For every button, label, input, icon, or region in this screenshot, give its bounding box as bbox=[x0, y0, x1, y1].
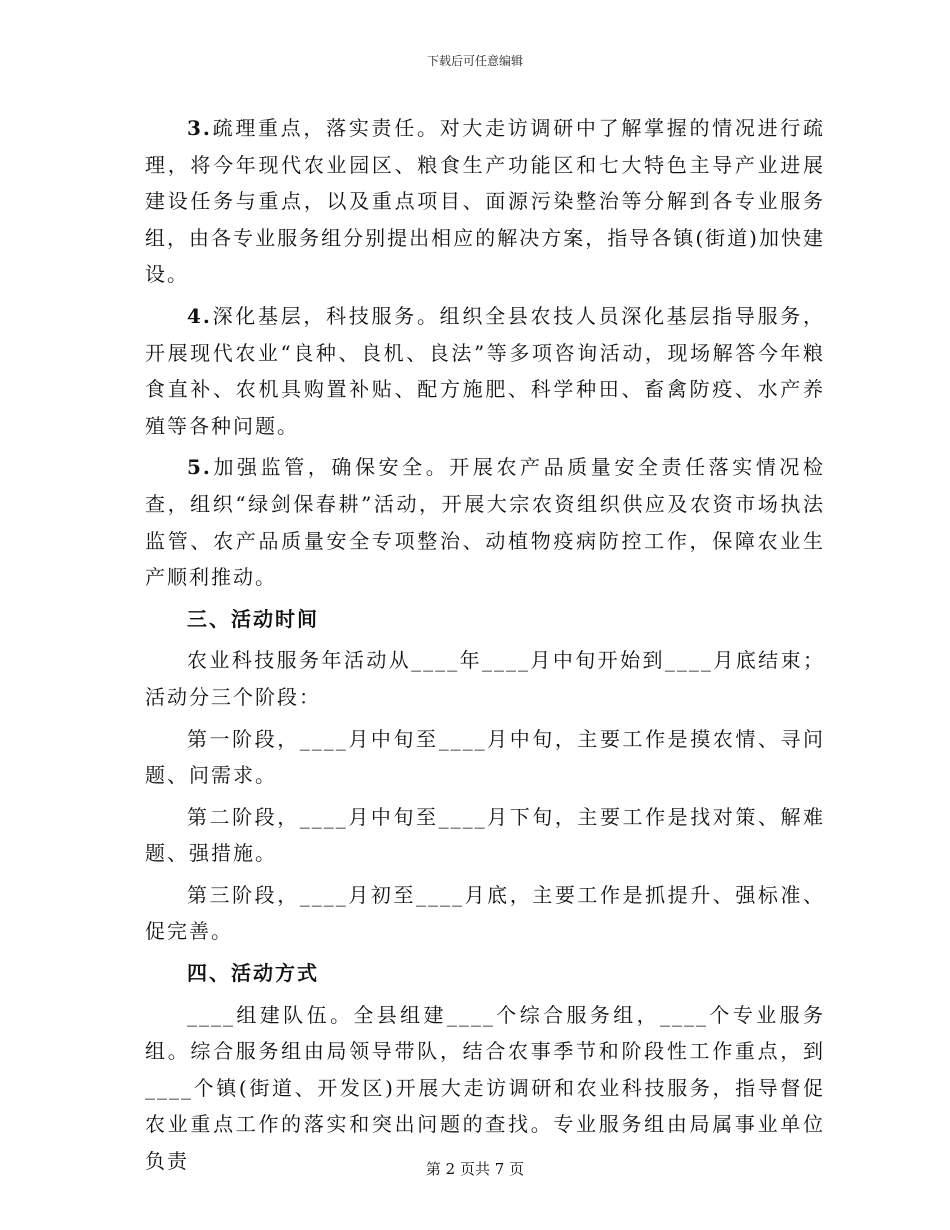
paragraph-4-text: 深化基层，科技服务。组织全县农技人员深化基层指导服务，开展现代农业“良种、良机、良法”等多项咨询活动，现场解答今年粮食直补、农机具购置补贴、配方施肥、科学种田、畜禽防疫、水产养殖等各种问题。 bbox=[145, 303, 825, 438]
document-body bbox=[145, 110, 825, 1185]
page-footer: 第 2 页共 7 页 bbox=[425, 1160, 525, 1178]
activity-method-paragraph: ____组建队伍。全县组建____个综合服务组，____个专业服务组。综合服务组由局领导带队，结合农事季节和阶段性工作重点，到____个镇(街道、开发区)开展大走访调研和农业科技服务，指导督促农业重点工作的落实和突出问题的查找。专业服务组由局属事业单位负责 bbox=[145, 1002, 825, 1174]
activity-time-intro: 农业科技服务年活动从____年____月中旬开始到____月底结束；活动分三个阶段： bbox=[145, 648, 825, 709]
section-heading-activity-time: 三、活动时间 bbox=[187, 606, 319, 631]
stage-two: 第二阶段，____月中旬至____月下旬，主要工作是找对策、解难题、强措施。 bbox=[145, 804, 825, 866]
paragraph-5-text: 加强监管，确保安全。开展农产品质量安全责任落实情况检查，组织“绿剑保春耕”活动，开展大宗农资组织供应及农资市场执法监管、农产品质量安全专项整治、动植物疫病防控工作，保障农业生产顺利推动。 bbox=[145, 455, 825, 590]
stage-three: 第三阶段，____月初至____月底，主要工作是抓提升、强标准、促完善。 bbox=[145, 882, 825, 944]
paragraph-5 bbox=[145, 449, 825, 595]
section-heading-activity-method: 四、活动方式 bbox=[187, 961, 319, 986]
page-header: 下载后可任意编辑 bbox=[426, 54, 523, 68]
paragraph-5-number: 5. bbox=[187, 455, 212, 480]
paragraph-3-text: 疏理重点，落实责任。对大走访调研中了解掌握的情况进行疏理，将今年现代农业园区、粮食生产功能区和七大特色主导产业进展建设任务与重点，以及重点项目、面源污染整治等分解到各专业服务组，由各专业服务组分别提出相应的解决方案，指导各镇(街道)加快建设。 bbox=[145, 116, 825, 287]
paragraph-3-number: 3. bbox=[187, 116, 212, 140]
paragraph-4-number: 4. bbox=[187, 303, 212, 328]
stage-one: 第一阶段，____月中旬至____月中旬，主要工作是摸农情、寻问题、问需求。 bbox=[145, 726, 825, 788]
paragraph-3 bbox=[145, 110, 825, 293]
paragraph-4 bbox=[145, 298, 825, 444]
